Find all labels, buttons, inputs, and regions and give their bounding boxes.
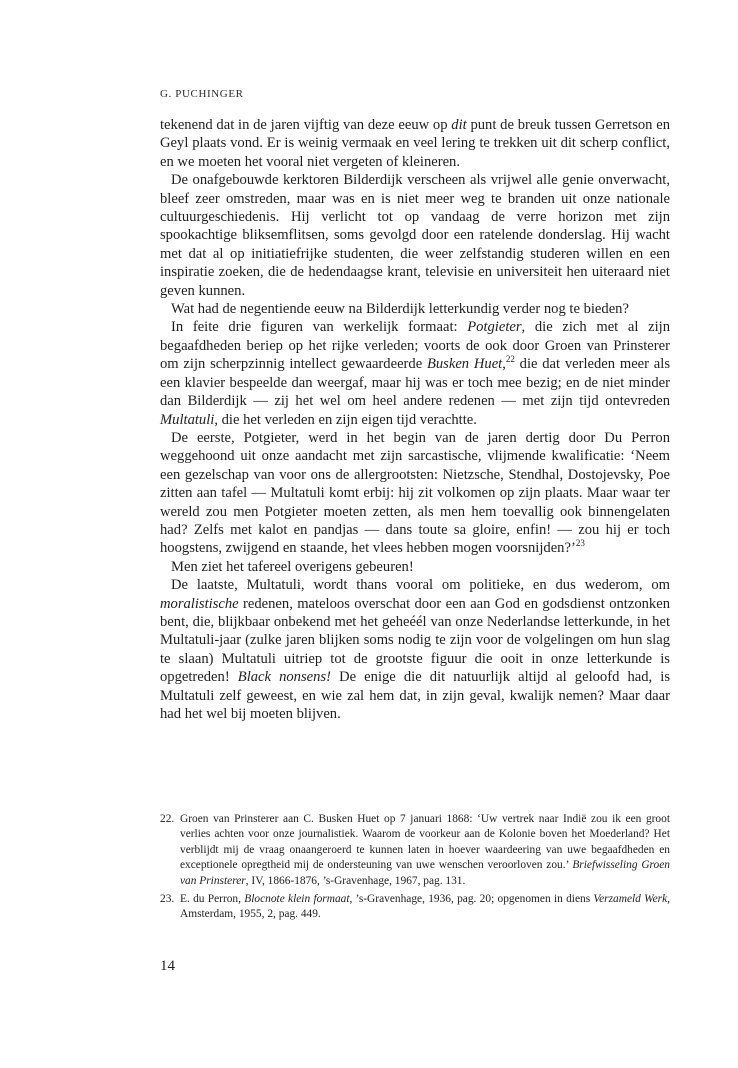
paragraph-4-potgieter: Potgieter xyxy=(467,319,522,336)
paragraph-7-black-nonsens: Black nonsens! xyxy=(237,669,331,686)
footnote-23-title: Blocnote klein formaat xyxy=(244,893,350,906)
paragraph-1-emphasis: dit xyxy=(451,117,467,133)
paragraph-4-comma: , xyxy=(502,356,506,373)
paragraph-4-text-f: die dat verleden meer als een klavier bespeelde dan weergaf, maar hij was er toch mee bezig; en de niet minder dan Bilderdijk — zij het wel om heel andere redenen — met zijn tijd ontevreden xyxy=(160,356,670,410)
page-number: 14 xyxy=(160,958,175,974)
paragraph-6: Men ziet het tafereel overigens gebeuren! xyxy=(171,558,414,575)
paragraph-4-busken-huet: Busken Huet xyxy=(426,356,503,373)
footnote-ref-23[interactable]: 23 xyxy=(575,538,585,549)
footnote-22-number: 22. xyxy=(160,813,175,825)
body-text xyxy=(160,116,670,723)
footnote-22-title: Briefwisseling Groen van Prinsterer xyxy=(180,859,671,887)
footnote-ref-22[interactable]: 22 xyxy=(505,354,515,365)
paragraph-1 xyxy=(160,116,670,171)
paragraph-7-moralistische: moralistische xyxy=(160,595,239,612)
paragraph-2: De onafgebouwde kerktoren Bilderdijk verscheen als vrijwel alle genie onverwacht, bleef zeer omstreden, maar was en is niet meer weg te branden uit onze nationale cultuurgeschiedenis. Hij verlicht tot op vandaag de verre horizon met zijn spookachtige bliksemflitsen, soms gevolgd door een ratelende donderslag. Hij wacht met dat al op initiatiefrijke studenten, die weer zelfstandig studeren willen en een inspiratie zoeken, die de hedendaagse krant, televisie en universiteit hen uiteraard niet geven kunnen. xyxy=(160,172,670,299)
footnote-22-text-c: , IV, 1866-1876, ’s-Gravenhage, 1967, pag. 131. xyxy=(245,874,466,887)
paragraph-7-text-a: De laatste, Multatuli, wordt thans vooral om politieke, en dus wederom, om xyxy=(171,577,670,594)
footnote-23-number: 23. xyxy=(160,893,175,906)
paragraph-4-text-c: , die zich met al zijn begaafdheden beriep op het rijke verleden; voorts de ook door Groen van Prinsterer om zijn scherpzinnig intellect gewaardeerde xyxy=(160,319,670,373)
paragraph-7-text-e: De enige die dit natuurlijk altijd al geloofd had, is Multatuli zelf geweest, en wie zal hem dat, in zijn geval, kwalijk nemen? Maar daar had het wel bij moeten blijven. xyxy=(160,669,670,722)
paragraph-7-text-c: redenen, mateloos overschat door een aan God en godsdienst ontzonken bent, die, blijkbaar onbekend met het geheéél van onze Nederlandse letterkunde, in het Multatuli-jaar (zulke jaren blijken soms nodig te zijn voor de volgelingen om hun slag te slaan) Multatuli uitriep tot de grootste figuur die ooit in onze letterkunde is opgetreden! xyxy=(160,595,670,686)
paragraph-4-text-a: In feite drie figuren van werkelijk formaat: xyxy=(171,319,468,336)
paragraph-1-text-a: tekenend dat in de jaren vijftig van deze eeuw op xyxy=(160,117,452,133)
paragraph-7 xyxy=(160,576,670,723)
paragraph-1-text-c: punt de breuk tussen Gerretson en Geyl plaats vond. Er is weinig vermaak en veel lering te trekken uit dit scherp conflict, en we moeten het vooral niet vergeten of kleineren. xyxy=(160,117,671,170)
paragraph-5 xyxy=(160,429,670,558)
footnote-22-text-a: Groen van Prinsterer aan C. Busken Huet op 7 januari 1868: ‘Uw vertrek naar Indië zou ik een groot verlies achten voor onze journalistiek. Waarom de voorkeur aan de Kolonie boven het Moederland? Het verblijdt mij de vraag onaangeroerd te kunnen laten in hoever waardeering van uwe begaafdheden en exceptionele opregtheid mij de ondersteuning van uwe wenschen veroorloven zou.’ xyxy=(180,813,670,872)
footnote-23-text-a: E. du Perron, xyxy=(180,893,245,906)
footnotes xyxy=(160,812,670,926)
paragraph-5-text: De eerste, Potgieter, werd in het begin van de jaren dertig door Du Perron weggehoond uit onze aandacht met zijn sarcastische, vlijmende kwalificatie: ‘Neem een gezelschap van voor ons de allergrootsten: Nietzsche, Stendhal, Dostojevsky, Poe zitten aan tafel — Multatuli komt erbij: hij zit volkomen op zijn plaats. Maar waar ter wereld zou men Potgieter moeten zetten, als men hem toevallig ook binnengelaten had? Zelfs met kalot en pandjas — dans toute sa gloire, enfin! — zou hij er toch hoogstens, zwijgend en staande, het vlees hebben mogen voorsnijden?’ xyxy=(160,429,670,557)
footnote-23-text-c: , ’s-Gravenhage, 1936, pag. 20; opgenomen in diens xyxy=(349,893,594,906)
paragraph-4-text-h: , die het verleden en zijn eigen tijd verachtte. xyxy=(214,411,477,428)
paragraph-3: Wat had de negentiende eeuw na Bilderdijk letterkundig verder nog te bieden? xyxy=(171,301,629,318)
paragraph-4-multatuli: Multatuli xyxy=(160,411,215,428)
running-head: G. PUCHINGER xyxy=(160,88,244,100)
footnote-23-work: Verzameld Werk xyxy=(593,893,668,906)
footnote-23-text-e: , Amsterdam, 1955, 2, pag. 449. xyxy=(180,893,671,921)
paragraph-4 xyxy=(160,318,670,428)
footnote-23 xyxy=(160,892,670,923)
footnote-22 xyxy=(160,812,670,889)
